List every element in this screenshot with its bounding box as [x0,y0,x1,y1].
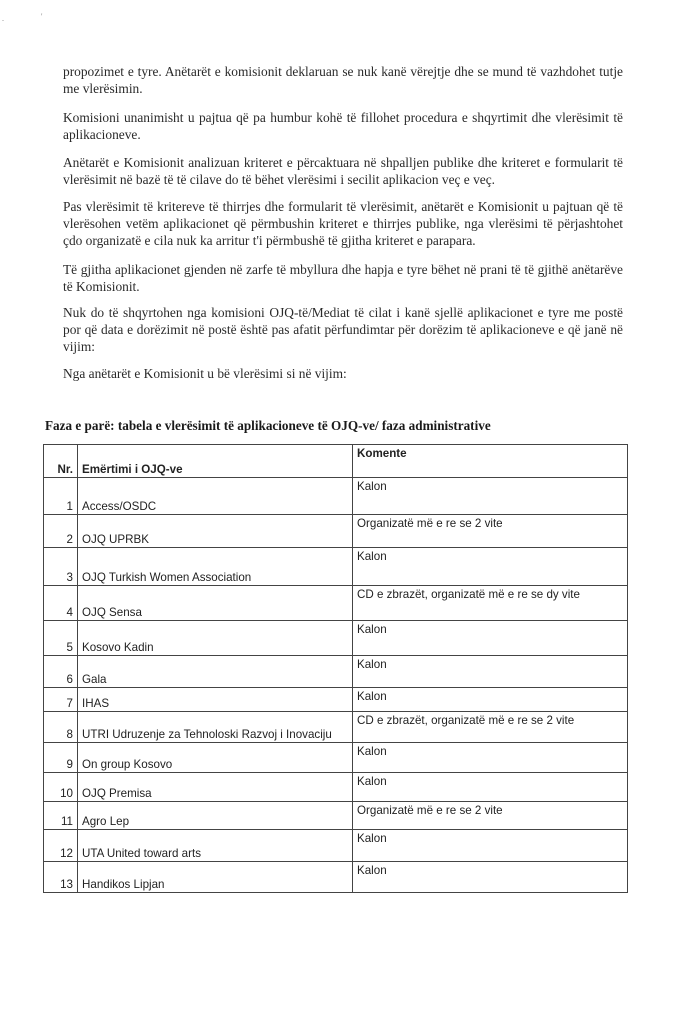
evaluation-table [43,444,628,893]
row-name: OJQ Sensa [78,586,353,621]
row-comment: Kalon [353,862,628,893]
row-name: OJQ UPRBK [78,515,353,548]
row-name: Gala [78,656,353,688]
row-comment: Kalon [353,688,628,712]
row-nr: 12 [44,830,78,862]
row-name: OJQ Turkish Women Association [78,548,353,586]
row-name: IHAS [78,688,353,712]
row-nr: 13 [44,862,78,893]
table-header-row [44,445,628,478]
table-row [44,773,628,802]
table-row [44,478,628,515]
row-nr: 7 [44,688,78,712]
paragraph: Nga anëtarët e Komisionit u bë vlerësimi si në vijim: [63,366,347,381]
row-name: Agro Lep [78,802,353,830]
paragraph: Komisioni unanimisht u pajtua që pa humbur kohë të fillohet procedura e shqyrtimit dhe vlerësimit të aplikacioneve. [63,110,623,142]
table-row [44,712,628,743]
row-nr: 6 [44,656,78,688]
table-row [44,802,628,830]
row-comment: Kalon [353,656,628,688]
row-nr: 10 [44,773,78,802]
row-comment: CD e zbrazët, organizatë më e re se dy vite [353,586,628,621]
header-comment: Komente [353,445,628,478]
paragraph: Anëtarët e Komisionit analizuan kriteret e përcaktuara në shpalljen publike dhe kriteret e formularit të vlerësimit në bazë të të cilave do të bëhet vlerësimi i secilit aplikacion veç e veç. [63,155,623,187]
row-comment: Organizatë më e re se 2 vite [353,802,628,830]
scan-mark: ' [41,12,43,21]
table-row [44,743,628,773]
table-row [44,830,628,862]
table-row [44,548,628,586]
row-comment: Kalon [353,773,628,802]
table-row [44,656,628,688]
row-name: UTA United toward arts [78,830,353,862]
paragraph: Pas vlerësimit të kritereve të thirrjes dhe formularit të vlerësimit, anëtarët e Komisionit u pajtuan që të vlerësohen vetëm aplikacionet që përmbushin kriteret e thirrjes publike, nga vlerësimi të përjashtohet çdo organizatë e cila nuk ka arritur t'i përmbushë të gjitha kriteret e parapara. [63,199,623,248]
row-name: Access/OSDC [78,478,353,515]
row-nr: 1 [44,478,78,515]
table-row [44,515,628,548]
row-comment: Kalon [353,830,628,862]
row-comment: Kalon [353,621,628,656]
paragraph: propozimet e tyre. Anëtarët e komisionit deklaruan se nuk kanë vërejtje dhe se mund të vazhdohet tutje me vlerësimin. [63,64,623,96]
row-name: UTRI Udruzenje za Tehnoloski Razvoj i Inovaciju [78,712,353,743]
row-comment: Kalon [353,548,628,586]
header-nr: Nr. [44,445,78,478]
row-name: Kosovo Kadin [78,621,353,656]
row-nr: 4 [44,586,78,621]
table-row [44,621,628,656]
row-comment: Kalon [353,743,628,773]
table-row [44,688,628,712]
paragraph: Të gjitha aplikacionet gjenden në zarfe të mbyllura dhe hapja e tyre bëhet në prani të të gjithë anëtarëve të Komisionit. [63,262,623,294]
row-nr: 3 [44,548,78,586]
row-comment: CD e zbrazët, organizatë më e re se 2 vite [353,712,628,743]
row-comment: Kalon [353,478,628,515]
row-name: Handikos Lipjan [78,862,353,893]
row-nr: 5 [44,621,78,656]
row-nr: 8 [44,712,78,743]
paragraph: Nuk do të shqyrtohen nga komisioni OJQ-të/Mediat të cilat i kanë sjellë aplikacionet e tyre me postë por që data e dorëzimit në postë është pas afatit përfundimtar për dorëzim të aplikacioneve e që janë në vijim: [63,305,623,354]
table-row [44,862,628,893]
section-title: Faza e parë: tabela e vlerësimit të aplikacioneve të OJQ-ve/ faza administrative [45,418,491,433]
table-row [44,586,628,621]
row-nr: 9 [44,743,78,773]
row-name: On group Kosovo [78,743,353,773]
row-nr: 2 [44,515,78,548]
header-name: Emërtimi i OJQ-ve [78,445,353,478]
row-nr: 11 [44,802,78,830]
row-comment: Organizatë më e re se 2 vite [353,515,628,548]
row-name: OJQ Premisa [78,773,353,802]
scan-mark: . [2,14,4,23]
